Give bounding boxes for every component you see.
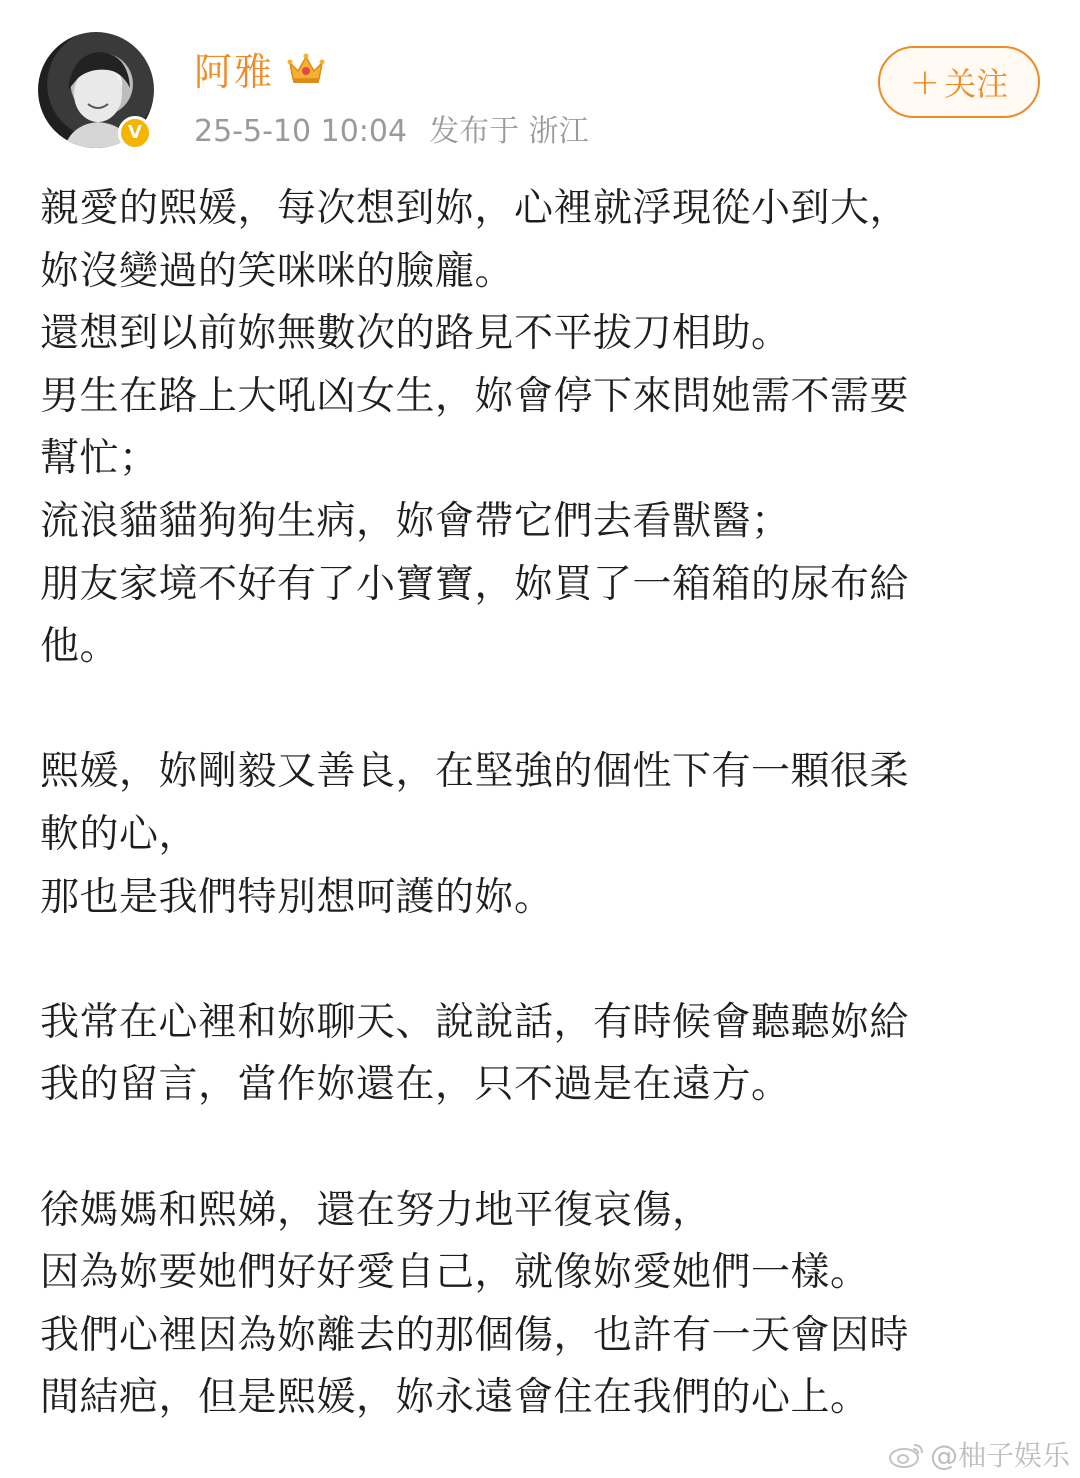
post-line: 我的留言，當作妳還在，只不過是在遠方。	[40, 1062, 791, 1108]
post-line: 流浪貓貓狗狗生病，妳會帶它們去看獸醫；	[40, 498, 791, 544]
paragraph-gap	[40, 929, 1040, 992]
paragraph-gap	[40, 679, 1040, 742]
post-line: 男生在路上大吼凶女生，妳會停下來問她需不需要	[40, 373, 910, 419]
post-line: 他。	[40, 624, 120, 670]
post-line: 軟的心，	[40, 811, 199, 857]
post-meta	[194, 106, 589, 150]
crown-icon	[286, 51, 326, 85]
author-row	[194, 42, 326, 94]
post-line: 我們心裡因為妳離去的那個傷，也許有一天會因時	[40, 1312, 910, 1358]
paragraph-gap	[40, 1117, 1040, 1180]
follow-button[interactable]	[878, 46, 1040, 118]
post-line: 親愛的熙媛，每次想到妳，心裡就浮現從小到大，	[40, 186, 910, 231]
plus-icon: +	[909, 61, 941, 103]
post-timestamp: 25-5-10 10:04	[194, 114, 408, 149]
post-body	[40, 178, 1040, 1430]
verified-badge-icon: V	[118, 116, 152, 150]
author-name[interactable]: 阿雅	[194, 49, 275, 94]
post-header	[0, 0, 1080, 160]
post-location: 发布于 浙江	[429, 114, 589, 149]
post-line: 徐媽媽和熙娣，還在努力地平復哀傷，	[40, 1187, 712, 1233]
post-line: 朋友家境不好有了小寶寶，妳買了一箱箱的尿布給	[40, 561, 910, 607]
post-line: 間結疤，但是熙媛，妳永遠會住在我們的心上。	[40, 1375, 870, 1421]
post-line: 幫忙；	[40, 436, 159, 482]
post-line: 我常在心裡和妳聊天、說說話，有時候會聽聽妳給	[40, 999, 910, 1045]
weibo-logo-icon	[888, 1439, 926, 1469]
post-line: 妳沒變過的笑咪咪的臉龐。	[40, 248, 515, 294]
post-line: 還想到以前妳無數次的路見不平拔刀相助。	[40, 311, 791, 357]
follow-button-label: 关注	[944, 65, 1009, 103]
post-line: 因為妳要她們好好愛自己，就像妳愛她們一樣。	[40, 1250, 870, 1296]
post-line: 那也是我們特別想呵護的妳。	[40, 874, 554, 920]
watermark	[888, 1434, 1070, 1474]
post-line: 熙媛，妳剛毅又善良，在堅強的個性下有一顆很柔	[40, 749, 910, 795]
watermark-text: @柚子娱乐	[929, 1439, 1070, 1472]
